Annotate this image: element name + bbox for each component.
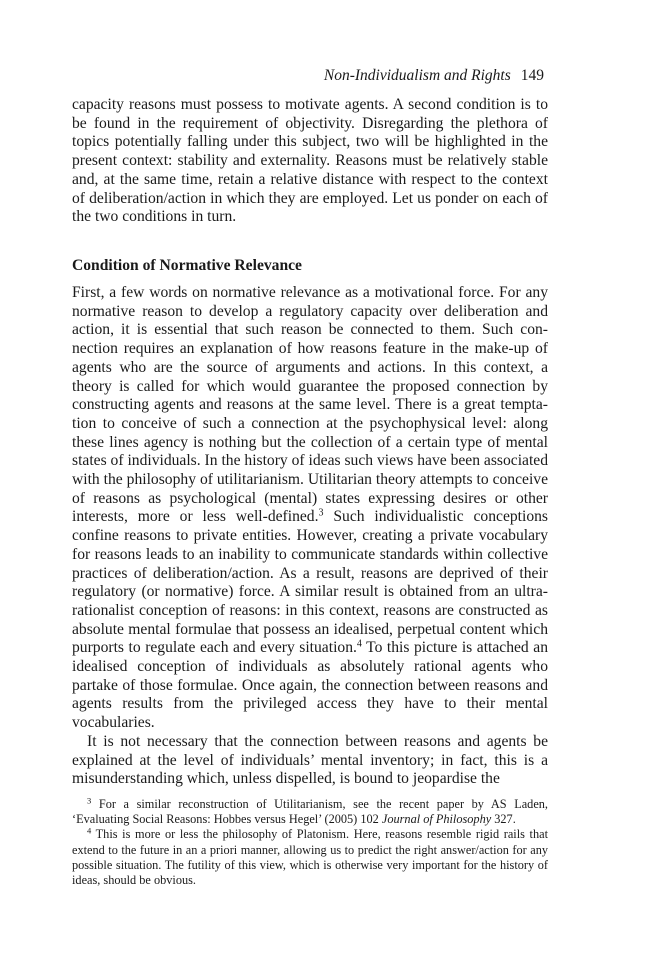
paragraph-1-text-b: Such individualistic conceptions confine reasons to private entities. However, creating a private vocabulary for reasons leads to an inability to communicate standards within collective practices of deliberation/action. As a result, reasons are deprived of their regulatory (or normative) force. A similar result is obtained from an ultrarationalist conception of reasons: in this context, reasons are constructed as absolute mental formulae that possess an idealised, perpetual content which purports to regulate each and every situation. xyxy=(72,508,548,657)
running-head xyxy=(72,66,544,86)
paragraph-1-text-c: To this picture is attached an idealised conception of individuals as absolutely rational agents who partake of those formulae. Once again, the connection between reasons and agents results from the privileged access they have to their mental vocabularies. xyxy=(72,639,548,732)
running-title: Non-Individualism and Rights xyxy=(323,67,511,84)
footnote-3-text-b: 327. xyxy=(491,812,516,827)
footnote-marker-4: 4 xyxy=(87,825,92,836)
footnote-3-text-a: For a similar reconstruction of Utilitarianism, see the recent paper by AS Laden, ‘Evaluating Social Reasons: Hobbes versus Hegel’ (2005) 102 xyxy=(72,797,548,827)
section-heading: Condition of Normative Relevance xyxy=(72,257,302,274)
page-number: 149 xyxy=(520,67,544,84)
footnote-3 xyxy=(72,797,548,827)
footnote-ref-4[interactable]: 4 xyxy=(356,638,362,650)
intro-paragraph: capacity reasons must possess to motivate agents. A second condition is to be found in the requirement of objectivity. Disregarding the plethora of topics potentially falling under this subject, two will be highlighted in the present context: stability and externality. Reasons must be relatively stable and, at the same time, retain a relative distance with respect to the context of deliberation/action in which they are employed. Let us ponder on each of the two conditions in turn. xyxy=(72,96,548,226)
section-paragraph-2: It is not necessary that the connection between reasons and agents be explained at the level of individuals’ mental inventory; in fact, this is a misunderstanding which, unless dispelled, is bound to jeopardise the xyxy=(72,732,548,788)
footnote-marker-3: 3 xyxy=(87,795,92,806)
section-body xyxy=(72,284,548,789)
footnotes xyxy=(72,797,548,888)
footnote-3-journal: Journal of Philosophy xyxy=(381,812,492,827)
footnote-4 xyxy=(72,827,548,888)
footnote-4-text: This is more or less the philosophy of Platonism. Here, reasons resemble rigid rails that extend to the future in an a priori manner, allowing us to predict the right answer/action for any possible situation. The futility of this view, which is otherwise very important for the history of ideas, should be obvious. xyxy=(72,827,548,888)
section-paragraph-1 xyxy=(72,284,548,733)
intro-paragraph-block xyxy=(72,96,548,227)
paragraph-1-text-a: First, a few words on normative relevance as a motivational force. For any normative reason to develop a regulatory capacity over deliberation and action, it is essential that such reason be connected to them. Such connection requires an explanation of how reasons feature in the make-up of agents who are the source of arguments and actions. In this context, a theory is called for which would guarantee the proposed connection by constructing agents and reasons at the same level. There is a great temptation to conceive of such a connection at the psychophysical level: along these lines agency is nothing but the collection of a certain type of mental states of individuals. In the history of ideas such views have been associated with the philosophy of utilitarianism. Utilitarian theory attempts to conceive of reasons as psychological (mental) states expressing desires or other interests, more or less well-defined. xyxy=(72,284,548,526)
footnote-ref-3[interactable]: 3 xyxy=(318,507,324,519)
